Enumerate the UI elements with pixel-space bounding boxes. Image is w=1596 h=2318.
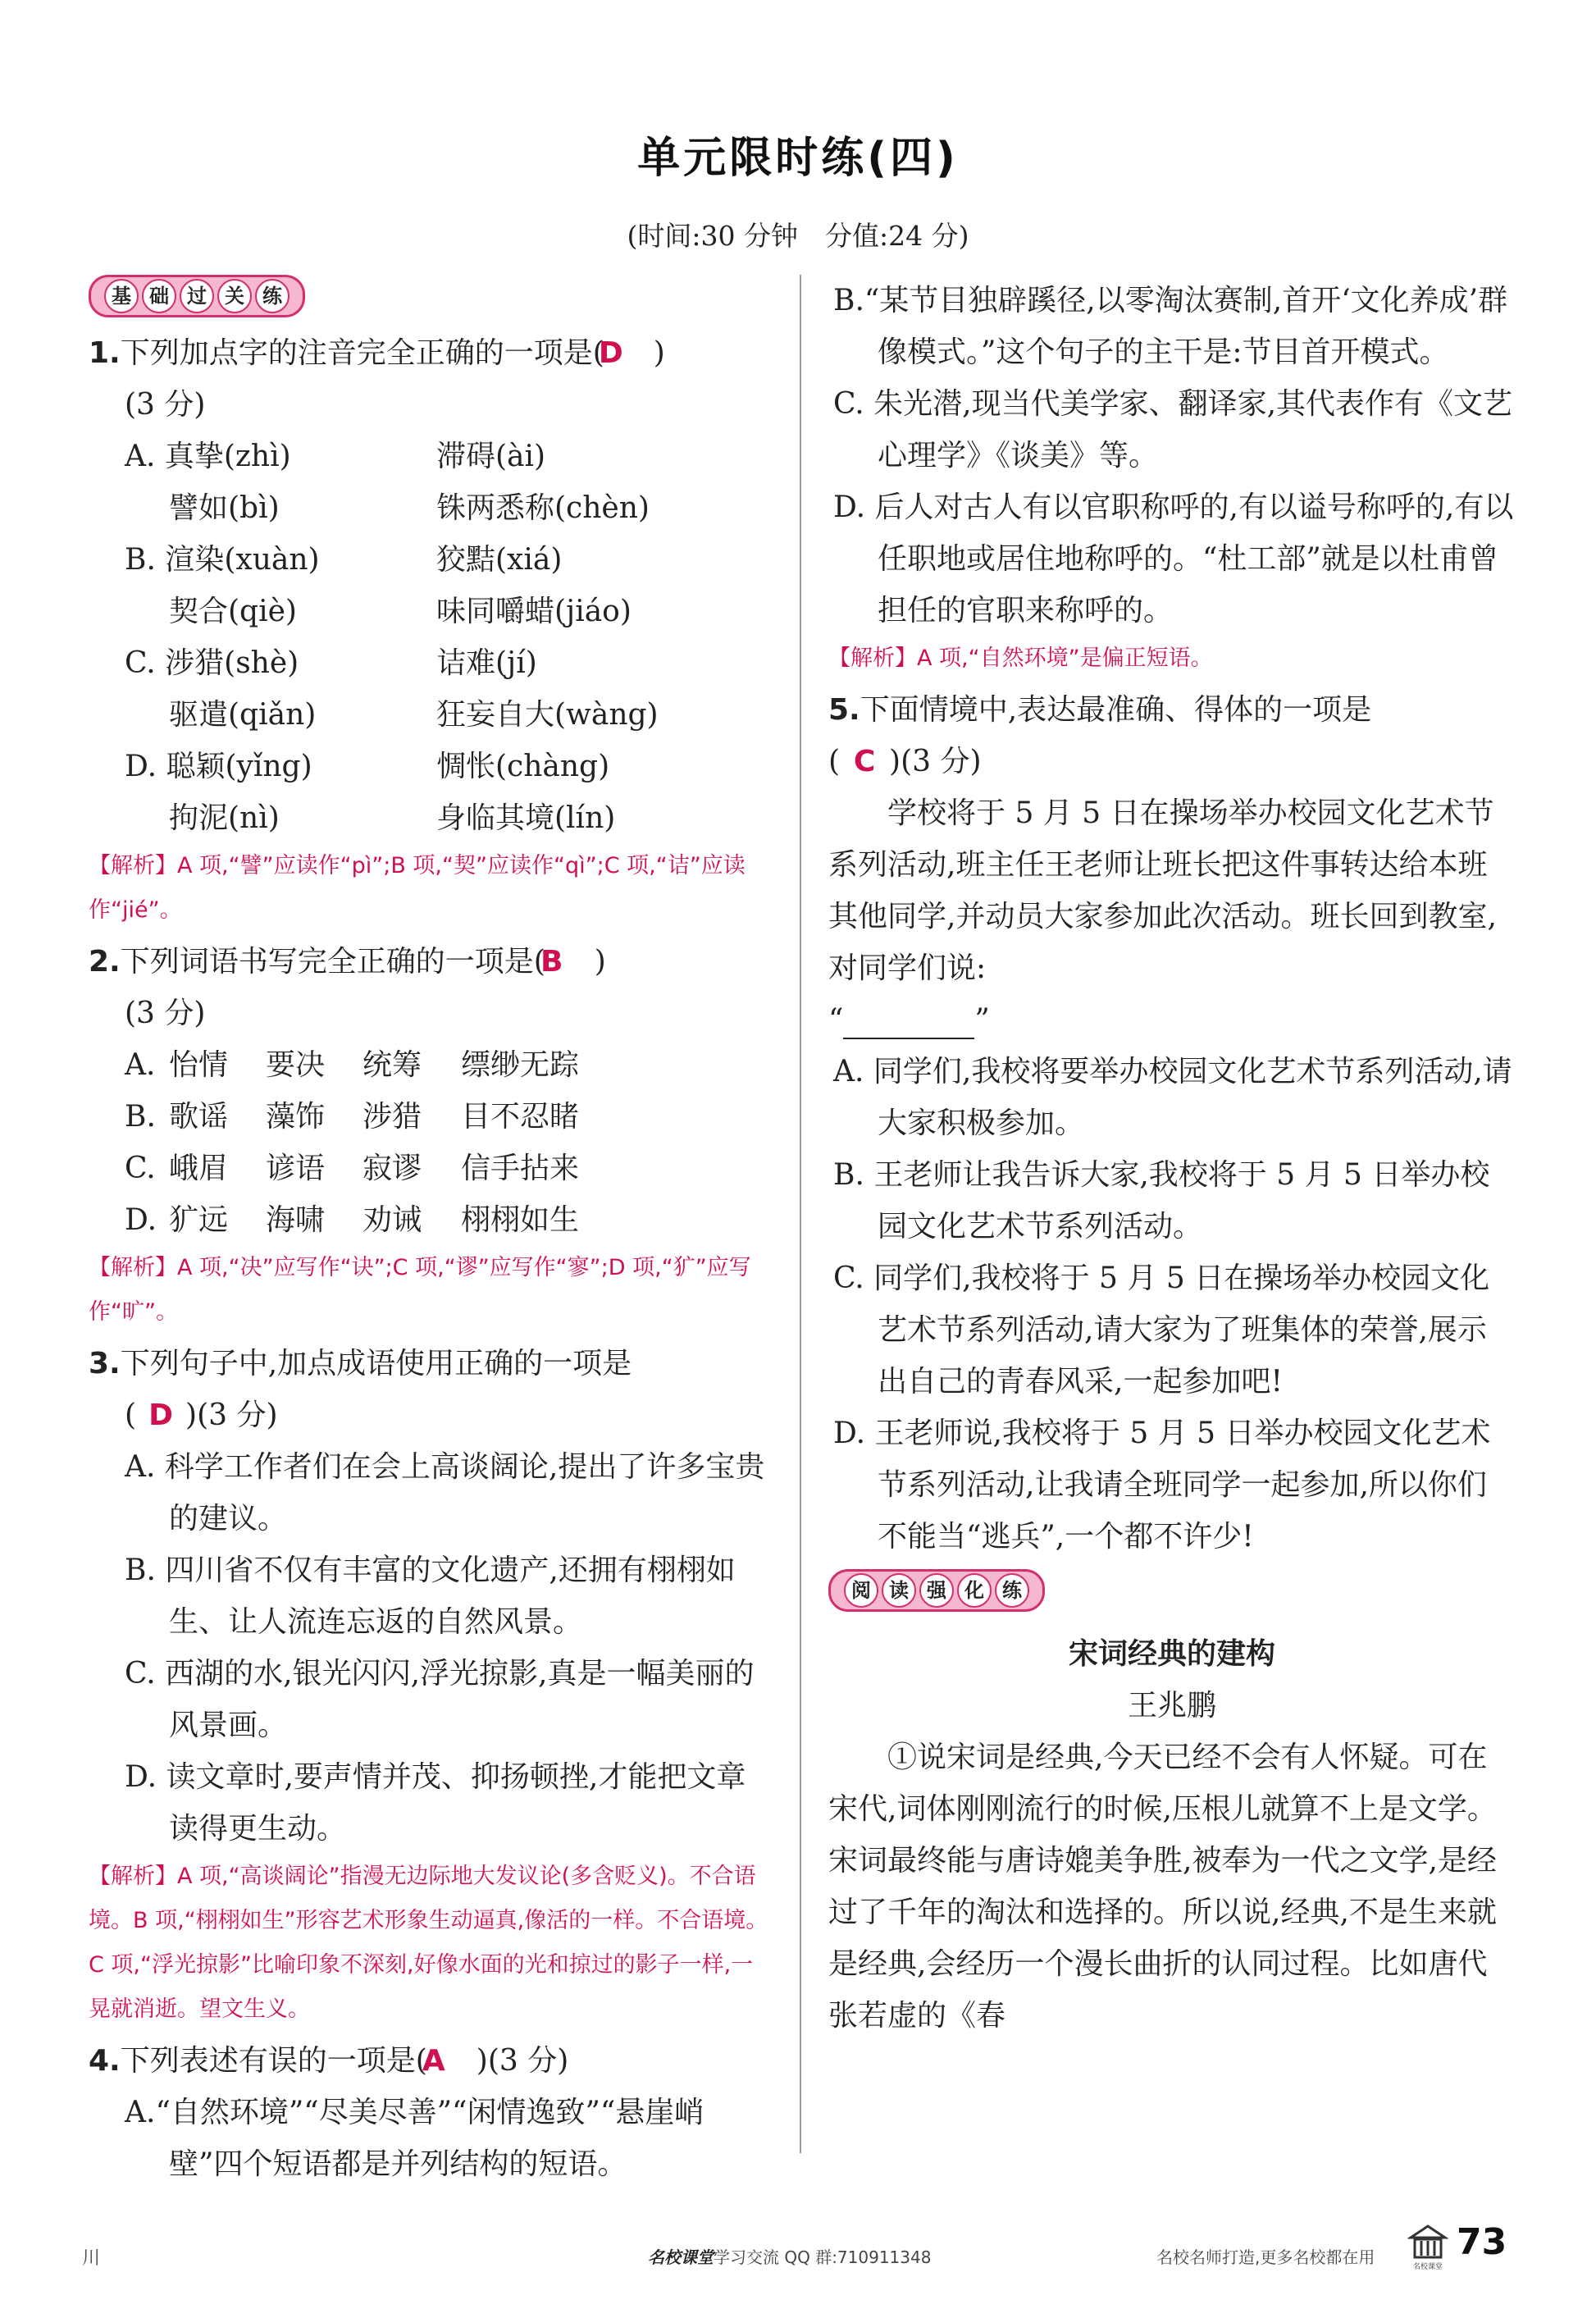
paren-close: ) [594,945,606,979]
word: 栩栩如生 [461,1203,580,1237]
page-subtitle: (时间:30 分钟 分值:24 分) [627,220,969,252]
paren-close: ) [653,336,665,370]
word: 信手拈来 [461,1152,580,1185]
badge-char: 阅 [844,1573,878,1608]
word: 涉猎 [363,1100,422,1134]
page-number: 73 [1457,2221,1507,2263]
badge-char: 关 [217,279,252,313]
page-title: 单元限时练(四) [637,134,959,183]
option-a: A.“自然环境”“尽美尽善”“闲情逸致”“悬崖峭壁”四个短语都是并列结构的短语。 [125,2096,705,2181]
question-4-continued [828,275,1516,681]
essay-author: 王兆鹏 [1127,1689,1216,1723]
option-c: C. 西湖的水,银光闪闪,浮光掠影,真是一幅美丽的风景画。 [125,1657,755,1742]
question-number: 3. [89,1347,121,1380]
word: 谚语 [266,1152,326,1185]
option-d: D. 读文章时,要声情并茂、抑扬顿挫,才能把文章读得更生动。 [125,1760,746,1846]
option-item: 契合(qiè) [169,595,297,628]
footer-slogan: 名校名师打造,更多名校都在用 [1156,2247,1375,2267]
word: 犷远 [169,1203,229,1237]
option-b: B.“某节目独辟蹊径,以零淘汰赛制,首开‘文化养成’群像模式。”这个句子的主干是:节目首开模式。 [833,284,1508,369]
question-score: (3 分) [901,745,982,778]
option-letter: A. [125,1048,156,1082]
question-stem: 下面情境中,表达最准确、得体的一项是 [860,693,1372,727]
word-options [125,1039,771,1246]
answer-mark: D [148,1399,173,1432]
question-3 [89,1338,771,2032]
badge-char: 练 [255,279,290,313]
explanation: 【解析】A 项,“决”应写作“诀”;C 项,“谬”应写作“寥”;D 项,“犷”应写作“旷”。 [89,1255,751,1325]
option-item: D. 聪颖(yǐng) [125,750,312,783]
question-stem: 下列词语书写完全正确的一项是( [120,945,545,979]
option-item: 拘泥(nì) [169,801,280,835]
option-item: C. 涉猎(shè) [125,646,299,680]
quote-close: ” [974,1003,990,1037]
essay-title: 宋词经典的建构 [1068,1637,1275,1671]
question-2 [89,936,771,1335]
option-item: 狂妄自大(wàng) [436,698,659,732]
question-score: (3 分) [125,388,206,422]
paren-close: ) [889,745,901,778]
answer-blank [843,1005,974,1039]
question-stem: 下列表述有误的一项是( [120,2044,427,2078]
option-a: A. 同学们,我校将要举办校园文化艺术节系列活动,请大家积极参加。 [833,1055,1512,1140]
question-number: 4. [89,2044,121,2078]
question-score: (3 分) [125,997,206,1030]
word: 峨眉 [169,1152,229,1185]
footer-region-mark: 川 [82,2248,101,2269]
option-item: 诘难(jí) [436,646,537,680]
badge-char: 读 [882,1573,916,1608]
question-number: 5. [828,693,860,727]
option-c: C. 同学们,我校将于 5 月 5 日在操场举办校园文化艺术节系列活动,请大家为了班集体的荣誉,展示出自己的青春风采,一起参加吧! [833,1262,1490,1399]
option-b: B. 四川省不仅有丰富的文化遗产,还拥有栩栩如生、让人流连忘返的自然风景。 [125,1554,736,1639]
question-stem: 下列加点字的注音完全正确的一项是( [120,336,604,370]
question-4 [89,2035,771,2190]
question-number: 2. [89,945,121,979]
question-stem: 下列句子中,加点成语使用正确的一项是 [120,1347,632,1380]
option-d: D. 后人对古人有以官职称呼的,有以谥号称呼的,有以任职地或居住地称呼的。“杜工部”就是以杜甫曾担任的官职来称呼的。 [833,491,1514,627]
question-score: (3 分) [487,2044,569,2078]
option-item: A. 真挚(zhì) [125,440,291,473]
option-item: 惆怅(chàng) [436,750,610,783]
answer-mark: B [540,945,563,979]
page-footer [0,2215,1596,2297]
badge-char: 练 [995,1573,1029,1608]
question-score: (3 分) [197,1399,278,1432]
pinyin-options [125,431,771,844]
word: 歌谣 [169,1100,229,1134]
badge-char: 过 [180,279,214,313]
footer-brand: 名校课堂 [648,2247,714,2267]
option-letter: D. [125,1203,157,1237]
answer-mark: D [598,336,623,370]
section-badge-basic [89,275,305,317]
footer-group-text: 学习交流 QQ 群:710911348 [714,2247,932,2267]
option-letter: B. [125,1100,156,1134]
badge-char: 基 [104,279,139,313]
explanation: 【解析】A 项,“譬”应读作“pì”;B 项,“契”应读作“qì”;C 项,“诘”应读作“jié”。 [89,853,746,923]
option-item: 身临其境(lín) [436,801,616,835]
section-badge-reading [828,1569,1045,1612]
option-letter: C. [125,1152,156,1185]
right-column [828,275,1516,2042]
option-item: 铢两悉称(chèn) [436,491,650,525]
logo-text: 名校课堂 [1412,2263,1443,2271]
option-d: D. 王老师说,我校将于 5 月 5 日举办校园文化艺术节系列活动,让我请全班同学一起参加,所以你们不能当“逃兵”,一个都不许少! [833,1417,1491,1554]
question-1 [89,327,771,933]
word: 目不忍睹 [461,1100,580,1134]
option-item: 譬如(bì) [169,491,280,525]
badge-char: 强 [919,1573,954,1608]
explanation: 【解析】A 项,“自然环境”是偏正短语。 [828,646,1213,671]
option-c: C. 朱光潜,现当代美学家、翻译家,其代表作有《文艺心理学》《谈美》等。 [833,387,1513,472]
badge-char: 化 [957,1573,992,1608]
paren-close: ) [476,2044,488,2078]
word: 怡情 [169,1048,229,1082]
badge-char: 础 [142,279,176,313]
word: 寂谬 [363,1152,422,1185]
explanation: 【解析】A 项,“高谈阔论”指漫无边际地大发议论(多含贬义)。不合语境。B 项,“栩栩如生”形容艺术形象生动逼真,像活的一样。不合语境。C 项,“浮光掠影”比喻印象不深刻,好像水面的光和掠过的影子一样,一晃就消逝。望文生义。 [89,1864,768,2022]
word: 海啸 [266,1203,326,1237]
question-5 [828,684,1516,1563]
footer-qq-group [648,2244,931,2268]
essay-paragraph: ①说宋词是经典,今天已经不会有人怀疑。可在宋代,词体刚刚流行的时候,压根儿就算不上是文学。宋词最终能与唐诗媲美争胜,被奉为一代之文学,是经过了千年的淘汰和选择的。所以说,经典,不是生来就是经典,会经历一个漫长曲折的认同过程。比如唐代张若虚的《春 [828,1741,1497,2033]
paren-open: ( [125,1399,137,1432]
answer-mark: A [422,2044,445,2078]
word: 藻饰 [266,1100,326,1134]
column-divider [800,275,801,2153]
paren-close: ) [185,1399,198,1432]
answer-mark: C [853,745,876,778]
option-item: 狡黠(xiá) [436,543,563,577]
option-a: A. 科学工作者们在会上高谈阔论,提出了许多宝贵的建议。 [125,1450,765,1535]
option-b: B. 王老师让我告诉大家,我校将于 5 月 5 日举办校园文化艺术节系列活动。 [833,1158,1490,1243]
word: 要决 [266,1048,326,1082]
word: 缥缈无踪 [461,1048,580,1082]
paren-open: ( [828,745,841,778]
option-item: B. 渲染(xuàn) [125,543,320,577]
option-item: 驱遣(qiǎn) [169,698,317,732]
school-logo-icon [1407,2223,1448,2272]
scenario-passage: 学校将于 5 月 5 日在操场举办校园文化艺术节系列活动,班主任王老师让班长把这件事转达给本班其他同学,并动员大家参加此次活动。班长回到教室,对同学们说: [828,796,1497,985]
option-item: 滞碍(ài) [436,440,546,473]
question-number: 1. [89,336,121,370]
option-item: 味同嚼蜡(jiáo) [436,595,632,628]
left-column [89,275,771,2190]
quote-open: “ [828,1003,844,1037]
word: 劝诫 [363,1203,422,1237]
word: 统筹 [363,1048,422,1082]
